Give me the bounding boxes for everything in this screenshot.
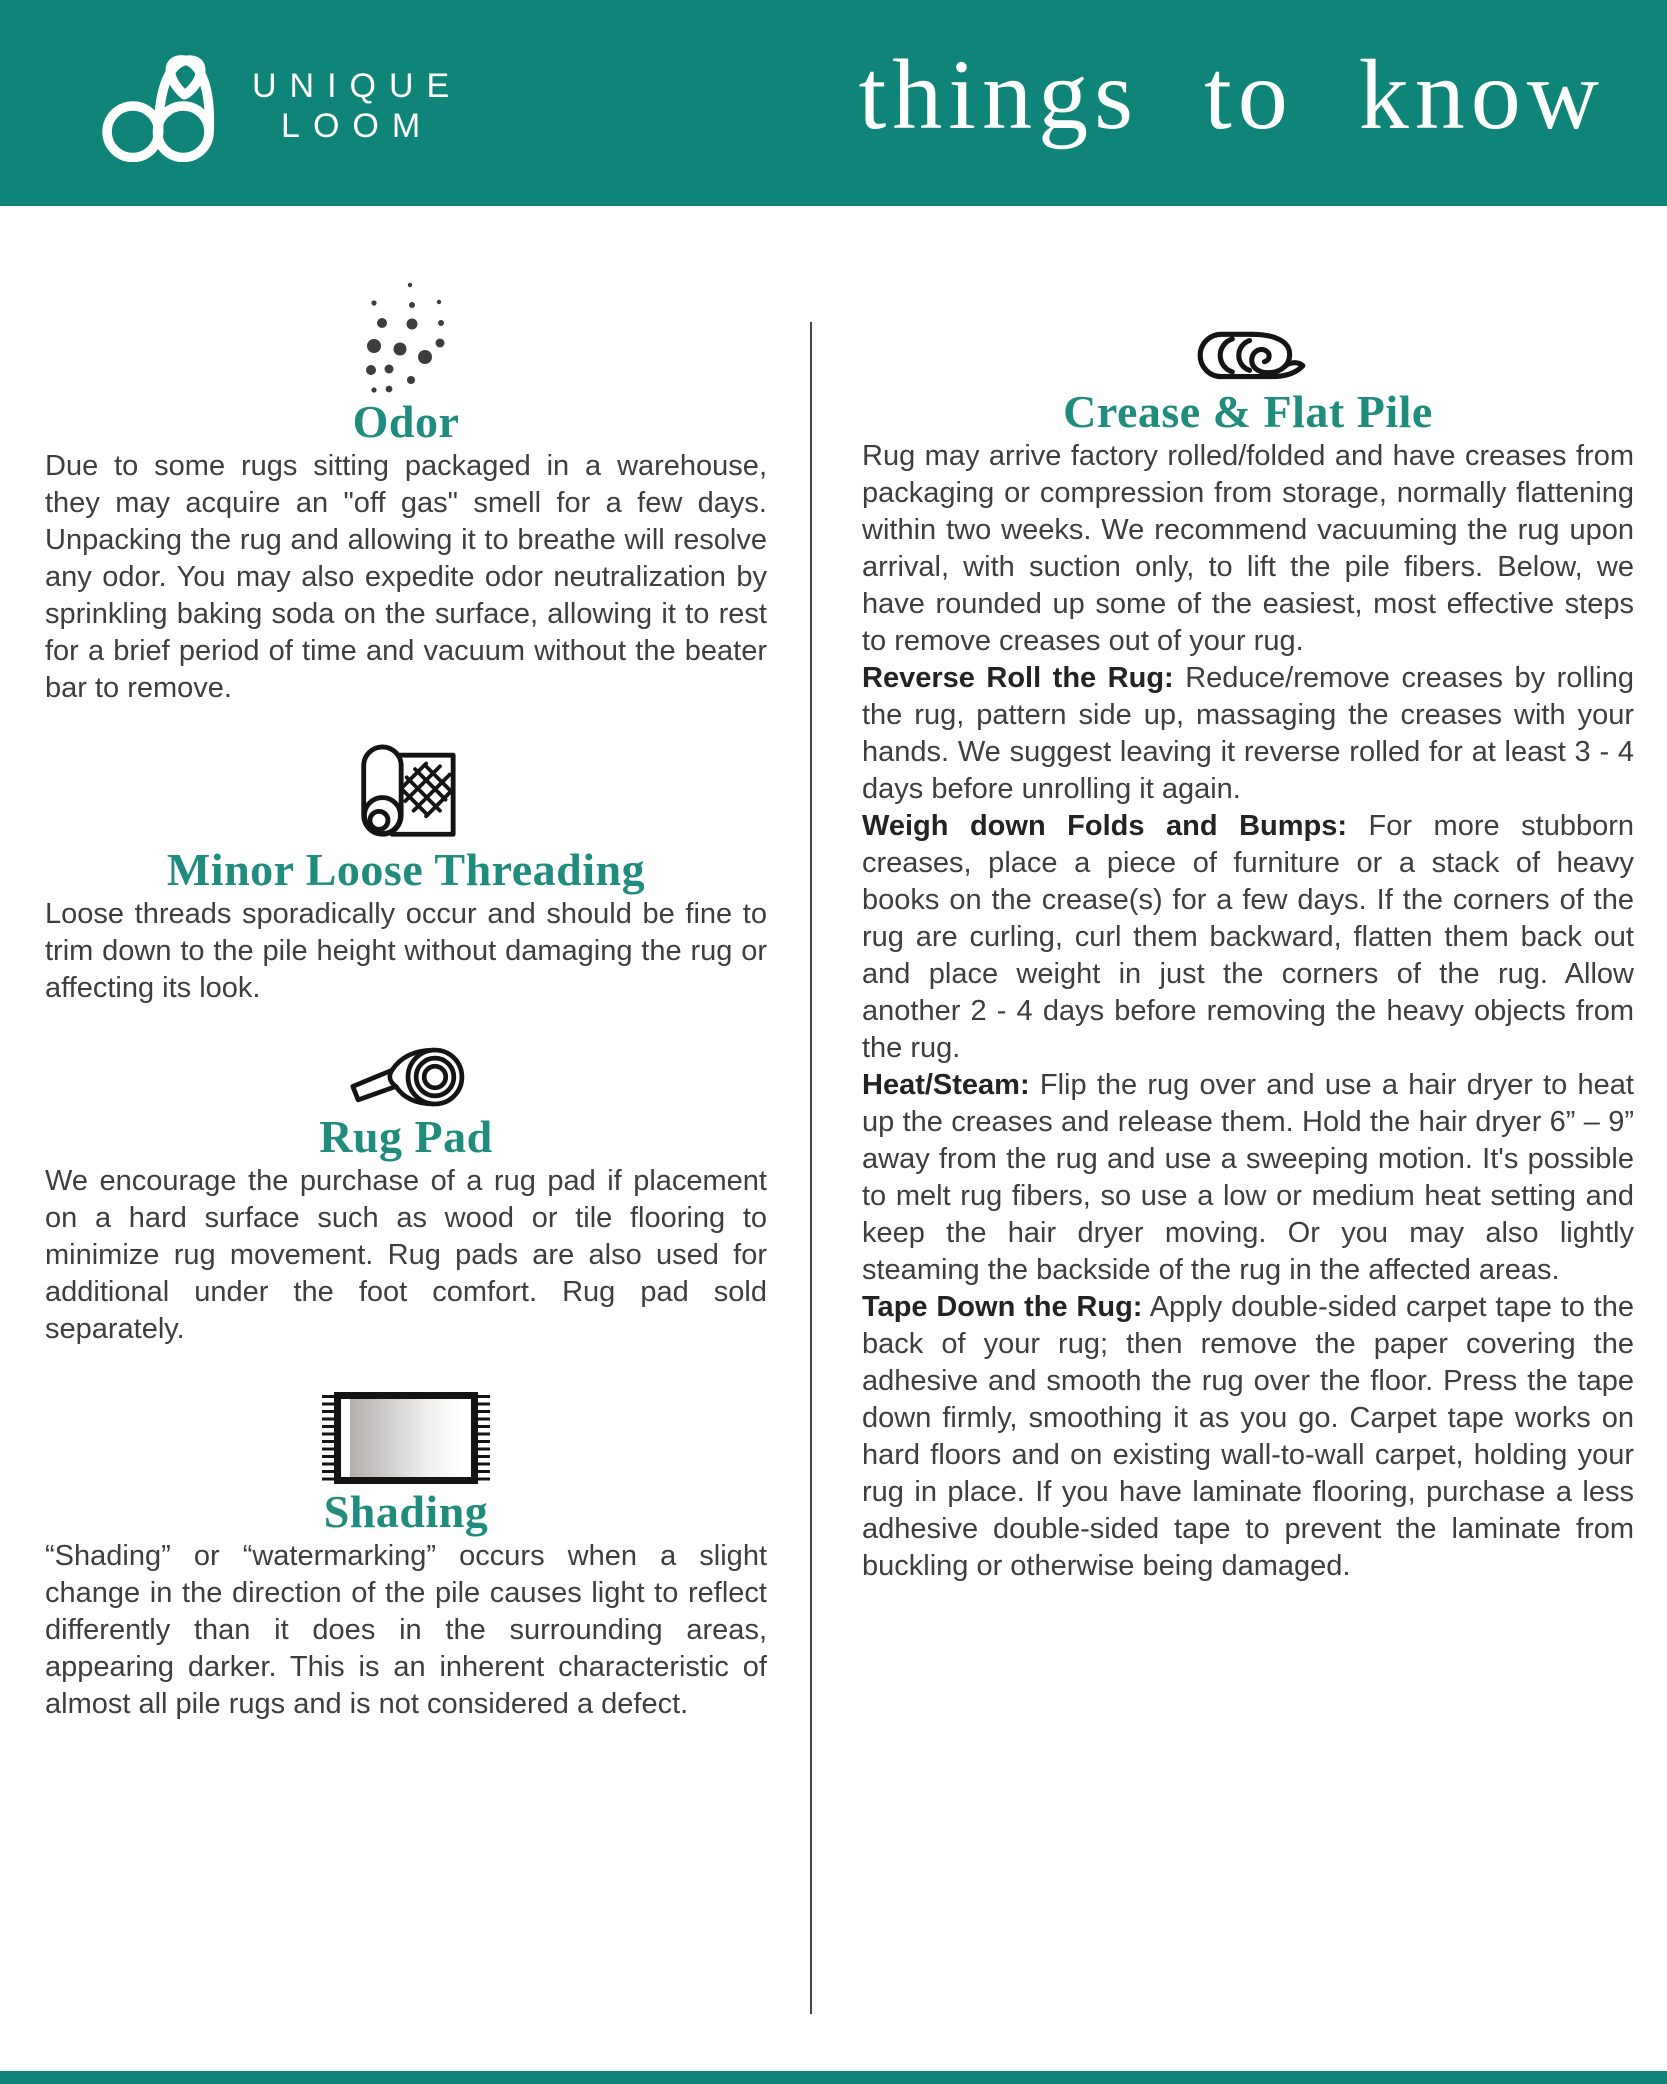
section-body-threading: Loose threads sporadically occur and should be fine to trim down to the pile height without damaging the rug or affecting its look.: [45, 898, 767, 1004]
rug-pad-section-icon-wrap: [45, 1043, 767, 1111]
brand-line-1: UNIQUE: [252, 67, 463, 105]
tip-tape-down: [862, 1289, 1634, 1585]
section-heading-rug-pad: Rug Pad: [319, 1111, 493, 1162]
section-heading-odor: Odor: [352, 396, 460, 447]
threading-section-icon-wrap: [45, 733, 767, 844]
tip-weigh-down: [862, 808, 1634, 1067]
section-heading-crease: Crease & Flat Pile: [1063, 386, 1433, 437]
right-column: [862, 206, 1634, 1585]
tip-tape-down-lead: Tape Down the Rug:: [862, 1291, 1143, 1323]
unique-loom-logo-icon: [92, 50, 242, 162]
brand-line-2: LOOM: [281, 107, 434, 145]
tip-weigh-down-body: For more stubborn creases, place a piece of furniture or a stack of heavy books on the crease(s) for a few days. If the corners of the rug are curling, curl them backward, flatten them back out and place weight in just the corners of the rug. Allow another 2 - 4 days before removing the heavy objects from the rug.: [862, 810, 1634, 1064]
footer-bar: [0, 2071, 1667, 2084]
tip-reverse-roll-lead: Reverse Roll the Rug:: [862, 662, 1174, 694]
tip-heat-steam: [862, 1067, 1634, 1289]
rolled-rug-icon: [1177, 328, 1319, 386]
section-body-rug-pad: We encourage the purchase of a rug pad if placement on a hard surface such as wood or tile flooring to minimize rug movement. Rug pads are also used for additional under the foot comfort. Rug pad sold separately.: [45, 1165, 767, 1345]
tip-tape-down-body: Apply double-sided carpet tape to the back of your rug; then remove the paper covering the adhesive and smooth the rug over the floor. Press the tape down firmly, smoothing it as you go. Carpet tape works on hard floors and on existing wall-to-wall carpet, holding your rug in place. If you have laminate flooring, purchase a less adhesive double-sided tape to prevent the laminate from buckling or otherwise being damaged.: [862, 1291, 1634, 1582]
section-body-odor: Due to some rugs sitting packaged in a warehouse, they may acquire an "off gas" smell for a few days. Unpacking the rug and allowing it to breathe will resolve any odor. You may also expedite odor neutralization by sprinkling baking soda on the surface, allowing it to rest for a brief period of time and vacuum without the beater bar to remove.: [45, 450, 767, 704]
rug-pad-roll-icon: [342, 1043, 470, 1111]
tip-heat-steam-lead: Heat/Steam:: [862, 1069, 1030, 1101]
odor-dots-icon: [365, 280, 447, 396]
column-divider: [810, 322, 812, 2014]
shading-section-icon-wrap: [45, 1390, 767, 1486]
header-banner: [0, 0, 1667, 206]
tip-reverse-roll: [862, 660, 1634, 808]
section-heading-threading: Minor Loose Threading: [166, 844, 646, 895]
section-heading-shading: Shading: [323, 1486, 489, 1537]
crease-intro-paragraph: Rug may arrive factory rolled/folded and have creases from packaging or compression from storage, normally flattening within two weeks. We recommend vacuuming the rug upon arrival, with suction only, to lift the pile fibers. Below, we have rounded up some of the easiest, most effective steps to remove creases out of your rug.: [862, 440, 1634, 657]
tip-weigh-down-lead: Weigh down Folds and Bumps:: [862, 810, 1348, 842]
shaded-rug-icon: [321, 1390, 491, 1486]
section-body-shading: “Shading” or “watermarking” occurs when a slight change in the direction of the pile causes light to reflect differently than it does in the surrounding areas, appearing darker. This is an inherent characteristic of almost all pile rugs and is not considered a defect.: [45, 1540, 767, 1720]
brand-wordmark: [252, 66, 462, 146]
odor-section-icon-wrap: [45, 280, 767, 396]
tip-heat-steam-body: Flip the rug over and use a hair dryer to heat up the creases and release them. Hold the hair dryer 6” – 9” away from the rug and use a sweeping motion. It's possible to melt rug fibers, so use a low or medium heat setting and keep the hair dryer moving. Or you may also lightly steaming the backside of the rug in the affected areas.: [862, 1069, 1634, 1286]
crease-section-icon-wrap: [862, 328, 1634, 386]
left-column: [45, 206, 767, 1723]
tip-reverse-roll-body: Reduce/remove creases by rolling the rug, pattern side up, massaging the creases with your hands. We suggest leaving it reverse rolled for at least 3 - 4 days before unrolling it again.: [862, 662, 1634, 805]
page-title: things to know: [858, 39, 1605, 150]
rolled-rug-threading-icon: [354, 733, 458, 844]
